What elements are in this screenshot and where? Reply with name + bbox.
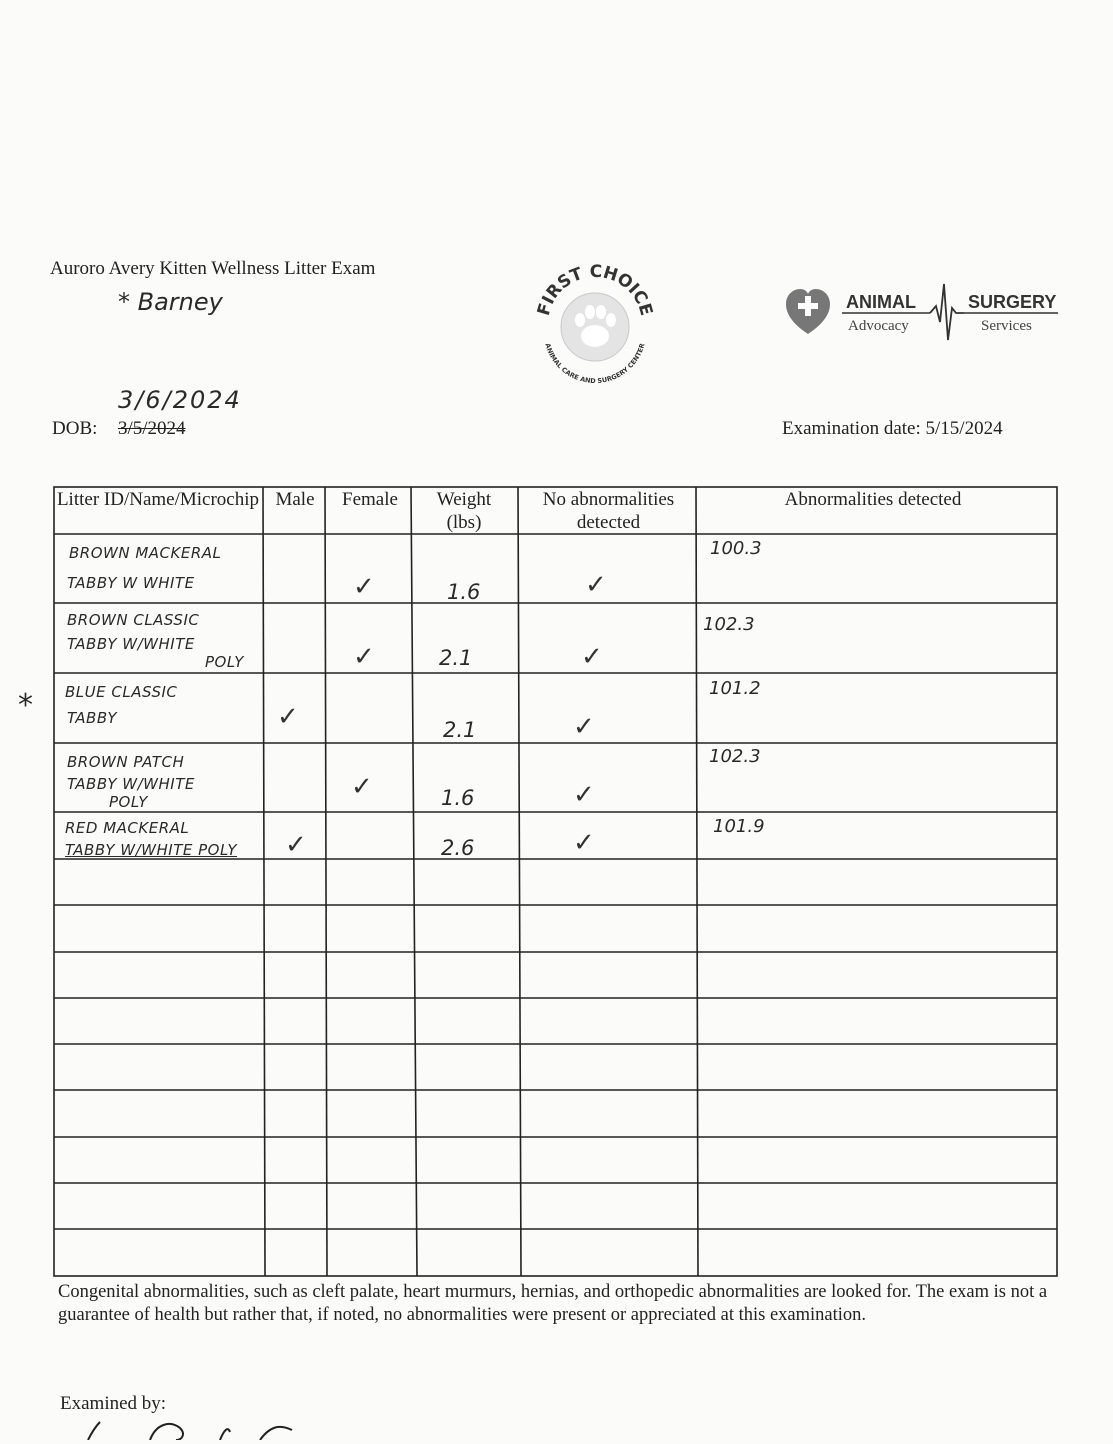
dob-handwritten-correction: 3/6/2024 xyxy=(118,386,242,414)
row5-abnormalities: 101.9 xyxy=(713,816,765,837)
row5-id-line1: RED MACKERAL xyxy=(65,819,190,837)
col-header-litter-id: Litter ID/Name/Microchip xyxy=(56,489,260,510)
footnote: Congenital abnormalities, such as cleft palate, heart murmurs, hernias, and orthopedic abnormalities are looked for. The exam is not a guarantee of health but rather that, if noted, no abnormalities were present or appreciated at this examination. xyxy=(58,1282,1048,1325)
row3-id-line1: BLUE CLASSIC xyxy=(65,683,178,701)
row1-abnormalities: 100.3 xyxy=(710,538,762,559)
handwritten-kitten-name: * Barney xyxy=(118,288,223,316)
first-choice-stamp-logo xyxy=(530,262,660,392)
litter-exam-table xyxy=(53,486,1059,1278)
row3-no-abn-check: ✓ xyxy=(573,712,595,742)
stamp-top-text: FIRST CHOICE xyxy=(533,262,657,318)
row2-no-abn-check: ✓ xyxy=(581,642,603,672)
row1-id-line2: TABBY W WHITE xyxy=(67,574,195,592)
row4-id-line2: TABBY W/WHITE xyxy=(67,775,195,793)
row2-id-line3: POLY xyxy=(205,653,244,671)
form-title: Auroro Avery Kitten Wellness Litter Exam xyxy=(50,258,376,279)
row4-id-line3: POLY xyxy=(109,793,148,811)
row3-weight: 2.1 xyxy=(443,718,477,742)
examined-by-label: Examined by: xyxy=(60,1393,167,1414)
row4-id-line1: BROWN PATCH xyxy=(67,753,185,771)
row5-id-line2: TABBY W/WHITE POLY xyxy=(65,841,238,859)
row4-weight: 1.6 xyxy=(441,786,475,810)
row5-weight: 2.6 xyxy=(441,836,475,860)
aas-advocacy-text: Advocacy xyxy=(848,318,909,334)
row4-no-abn-check: ✓ xyxy=(573,780,595,810)
aas-services-text: Services xyxy=(981,318,1032,334)
row2-female-check: ✓ xyxy=(353,642,375,672)
row5-male-check: ✓ xyxy=(285,830,307,860)
row3-abnormalities: 101.2 xyxy=(709,678,761,699)
aas-surgery-text: SURGERY xyxy=(968,292,1057,312)
row4-abnormalities: 102.3 xyxy=(709,746,761,767)
row1-female-check: ✓ xyxy=(353,572,375,602)
col-header-female: Female xyxy=(342,489,398,510)
row1-no-abn-check: ✓ xyxy=(585,570,607,600)
dob-struck-value: 3/5/2024 xyxy=(118,418,186,439)
aas-animal-text: ANIMAL xyxy=(846,292,916,312)
row5-no-abn-check: ✓ xyxy=(573,828,595,858)
examiner-signature xyxy=(80,1418,320,1440)
col-header-weight: Weight (lbs) xyxy=(436,489,492,533)
stamp-bottom-text: ANIMAL CARE AND SURGERY CENTER xyxy=(543,342,647,386)
col-header-no-abnormalities: No abnormalities detected xyxy=(542,489,675,533)
dob-label: DOB: xyxy=(52,418,98,439)
row2-weight: 2.1 xyxy=(439,646,473,670)
row3-male-check: ✓ xyxy=(277,702,299,732)
col-header-male: Male xyxy=(275,489,315,510)
row3-id-line2: TABBY xyxy=(67,709,118,727)
row2-id-line2: TABBY W/WHITE xyxy=(67,635,195,653)
row4-female-check: ✓ xyxy=(351,772,373,802)
row1-id-line1: BROWN MACKERAL xyxy=(69,544,222,562)
row2-id-line1: BROWN CLASSIC xyxy=(67,611,200,629)
examination-date: Examination date: 5/15/2024 xyxy=(782,418,1003,439)
row1-weight: 1.6 xyxy=(447,580,481,604)
animal-advocacy-surgery-services-logo xyxy=(784,282,1064,348)
col-header-abnormalities: Abnormalities detected xyxy=(784,489,962,510)
row2-abnormalities: 102.3 xyxy=(703,614,755,635)
star-mark-row3: * xyxy=(18,688,33,723)
